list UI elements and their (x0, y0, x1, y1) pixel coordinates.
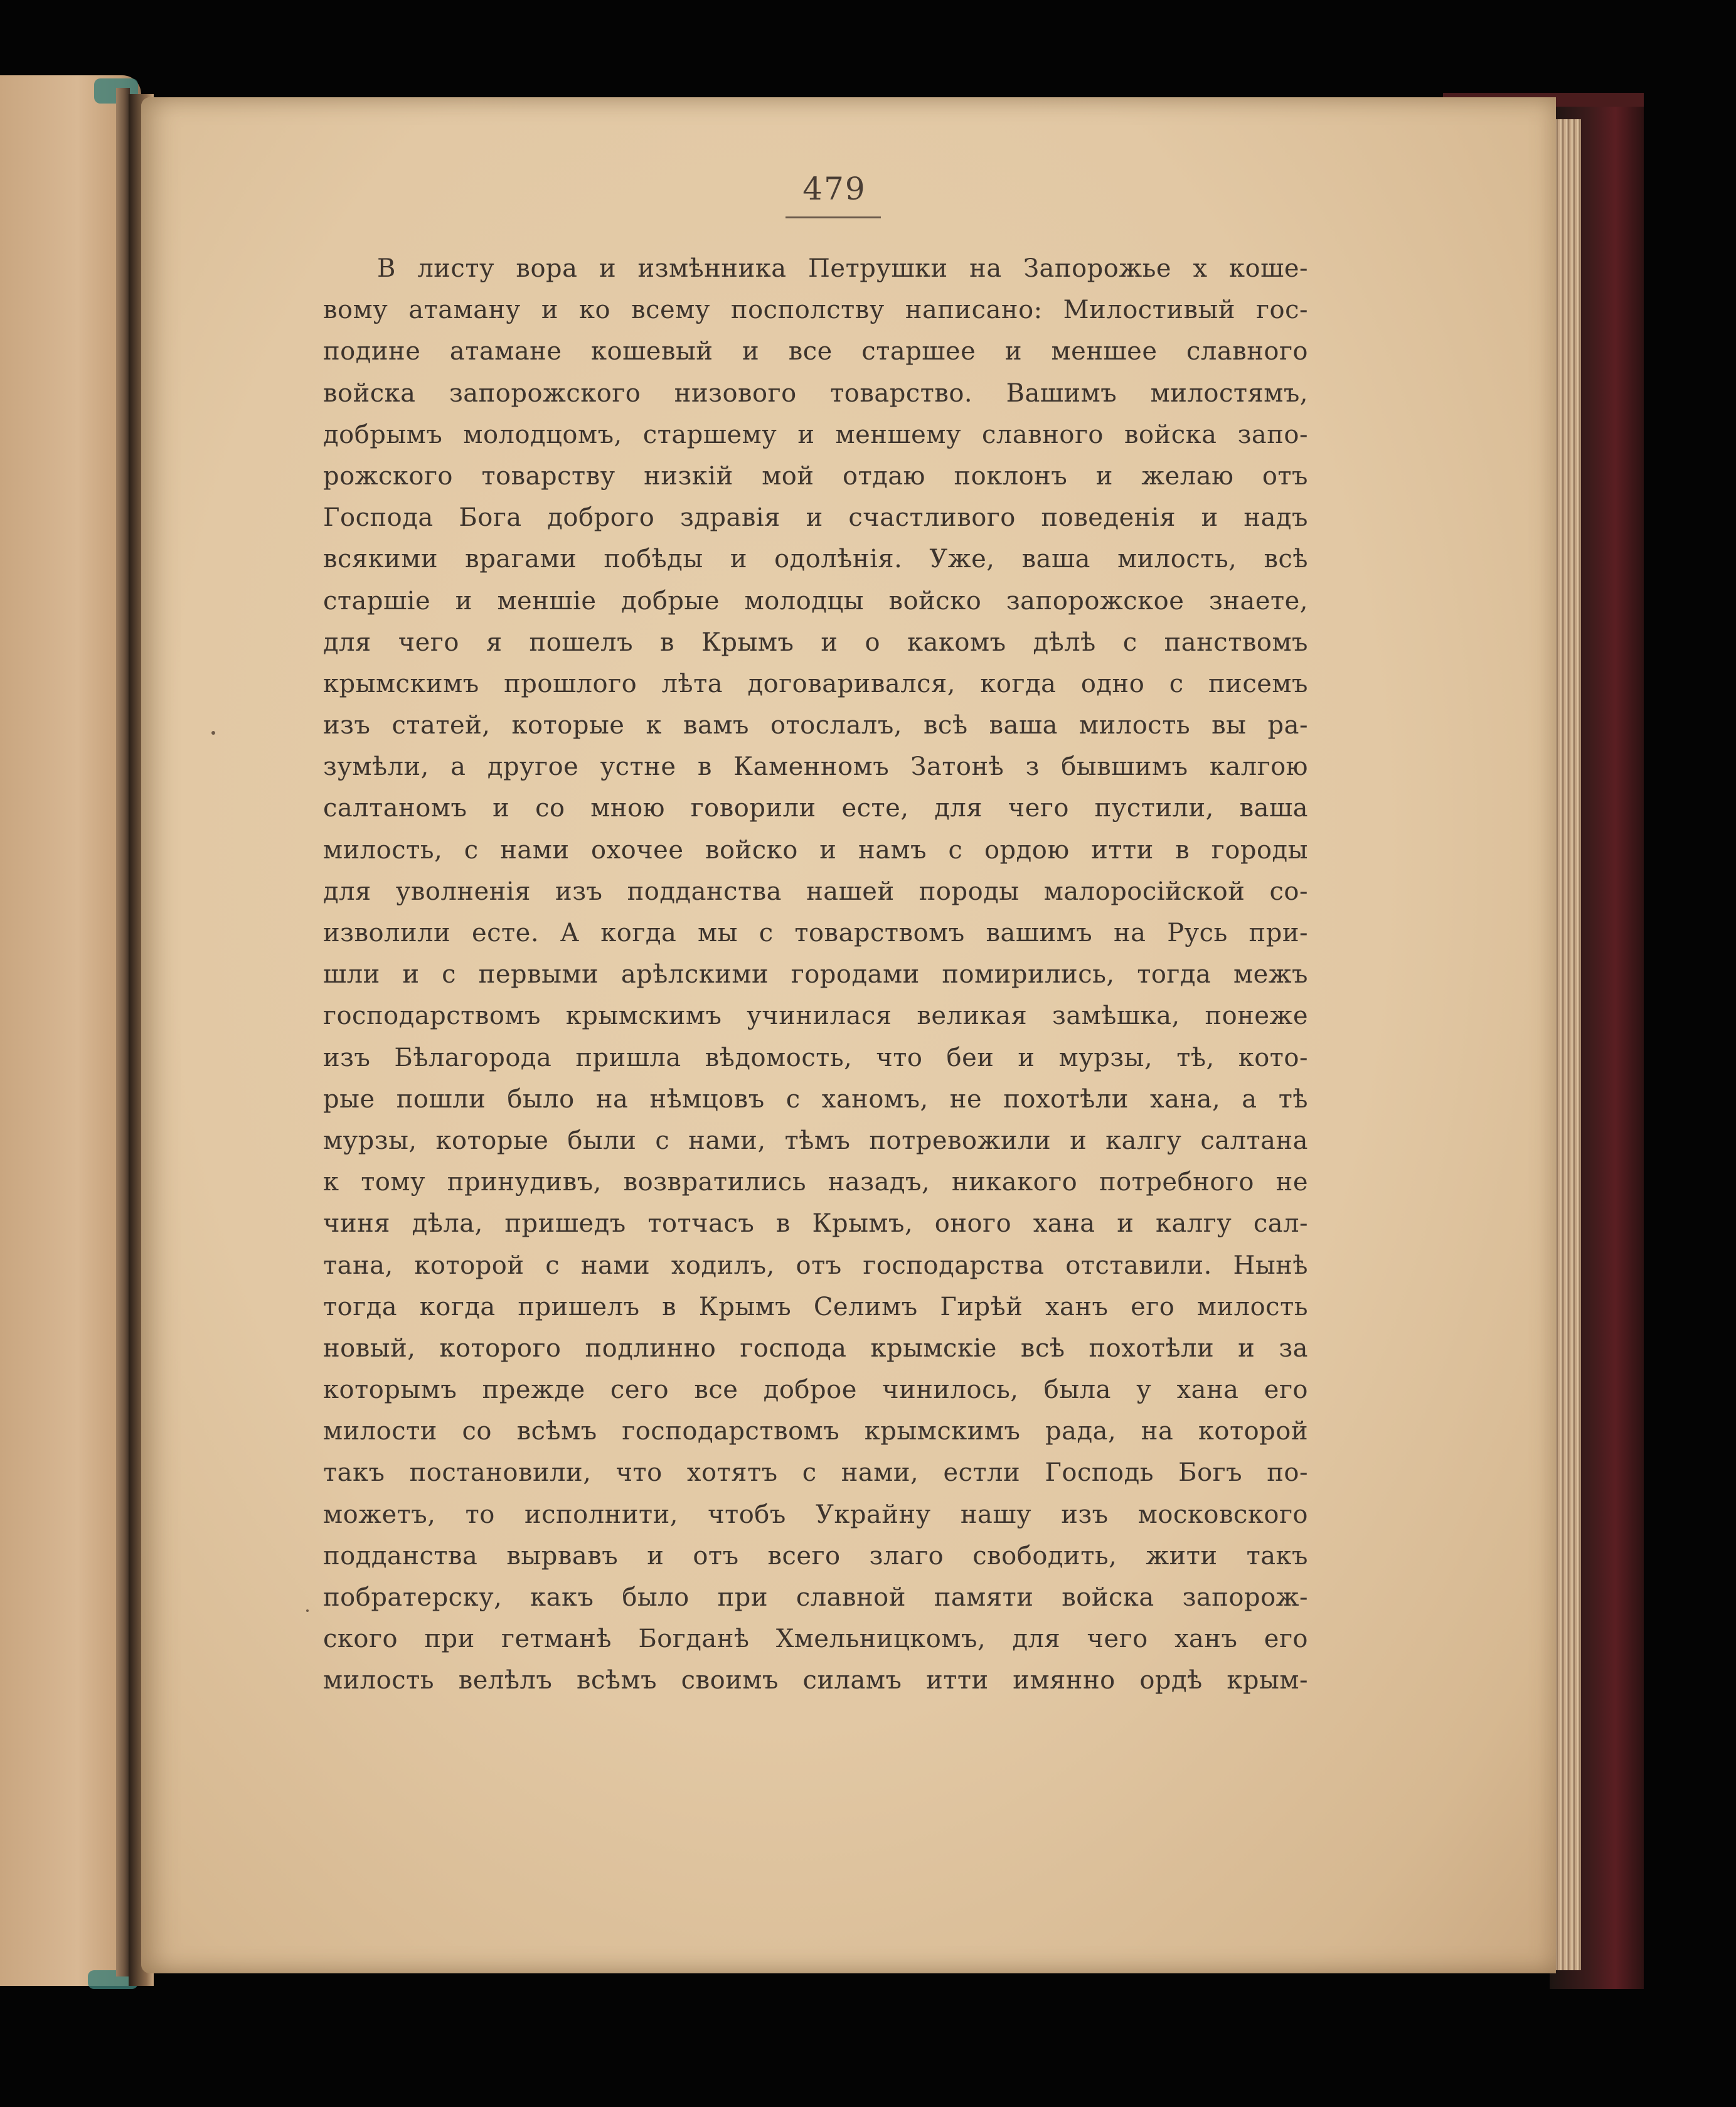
page-number-rule (785, 216, 881, 218)
text-line: милость велѣлъ всѣмъ своимъ силамъ итти имянно ордѣ крым- (323, 1666, 1308, 1695)
page-fold-shadow (116, 88, 130, 1976)
body-text (323, 248, 1308, 1741)
text-line: мурзы, которые были с нами, тѣмъ потревожили и калгу салтана (323, 1126, 1308, 1155)
text-line: для чего я пошелъ в Крымъ и о какомъ дѣлѣ с панствомъ (323, 627, 1308, 657)
text-line: милости со всѣмъ господарствомъ крымскимъ рада, на которой (323, 1417, 1308, 1446)
text-line: шли и с первыми арѣлскими городами помирились, тогда межъ (323, 960, 1308, 989)
text-line: изъ статей, которые к вамъ отослалъ, всѣ ваша милость вы ра- (323, 711, 1308, 740)
text-line: всякими врагами побѣды и одолѣнія. Уже, ваша милость, всѣ (323, 545, 1308, 574)
text-line: тана, которой с нами ходилъ, отъ господарства отставили. Нынѣ (323, 1251, 1308, 1280)
paper-speck (306, 1609, 309, 1612)
text-line: крымскимъ прошлого лѣта договаривался, когда одно с писемъ (323, 669, 1308, 698)
text-line: добрымъ молодцомъ, старшему и меншему славного войска запо- (323, 420, 1308, 449)
text-line: к тому принудивъ, возвратились назадъ, никакого потребного не (323, 1168, 1308, 1197)
text-line: войска запорожского низового товарство. Вашимъ милостямъ, (323, 378, 1308, 408)
text-line: вому атаману и ко всему посполству написано: Милостивый гос- (323, 296, 1308, 325)
text-line: салтаномъ и со мною говорили есте, для чего пустили, ваша (323, 794, 1308, 823)
text-line: можетъ, то исполнити, чтобъ Украйну нашу изъ московского (323, 1500, 1308, 1529)
text-line: такъ постановили, что хотятъ с нами, естли Господь Богъ по- (323, 1458, 1308, 1488)
text-line: изволили есте. А когда мы с товарствомъ вашимъ на Русь при- (323, 919, 1308, 947)
paper-speck (211, 731, 215, 735)
text-line: которымъ прежде сего все доброе чинилось, была у хана его (323, 1375, 1308, 1405)
text-line: старшіе и меншіе добрые молодцы войско запорожское знаете, (323, 586, 1308, 616)
text-line: тогда когда пришелъ в Крымъ Селимъ Гирѣй ханъ его милость (323, 1292, 1308, 1321)
text-line: рые пошли было на нѣмцовъ с ханомъ, не похотѣли хана, а тѣ (323, 1084, 1308, 1114)
text-line: зумѣли, а другое устне в Каменномъ Затонѣ з бывшимъ калгою (323, 752, 1308, 782)
text-line: подине атамане кошевый и все старшее и меншее славного (323, 337, 1308, 366)
text-line: для уволненія изъ подданства нашей породы малоросійской со- (323, 877, 1308, 906)
text-line: новый, которого подлинно господа крымскіе всѣ похотѣли и за (323, 1333, 1308, 1363)
text-line: милость, с нами охочее войско и намъ с ордою итти в городы (323, 835, 1308, 865)
text-line: подданства вырвавъ и отъ всего злаго свободить, жити такъ (323, 1541, 1308, 1571)
text-line: В листу вора и измѣнника Петрушки на Запорожье х коше- (377, 254, 1308, 283)
text-line: Господа Бога доброго здравія и счастливого поведенія и надъ (323, 503, 1308, 533)
text-line: господарствомъ крымскимъ учинилася великая замѣшка, понеже (323, 1001, 1308, 1031)
text-line: ского при гетманѣ Богданѣ Хмельницкомъ, для чего ханъ его (323, 1624, 1308, 1654)
text-line: рожского товарству низкій мой отдаю поклонъ и желаю отъ (323, 461, 1308, 491)
page-number: 479 (802, 171, 866, 207)
text-line: изъ Бѣлагорода пришла вѣдомость, что беи и мурзы, тѣ, кото- (323, 1043, 1308, 1072)
text-line: побратерску, какъ было при славной памяти войска запорож- (323, 1583, 1308, 1612)
text-line: чиня дѣла, пришедъ тотчасъ в Крымъ, оного хана и калгу сал- (323, 1209, 1308, 1239)
